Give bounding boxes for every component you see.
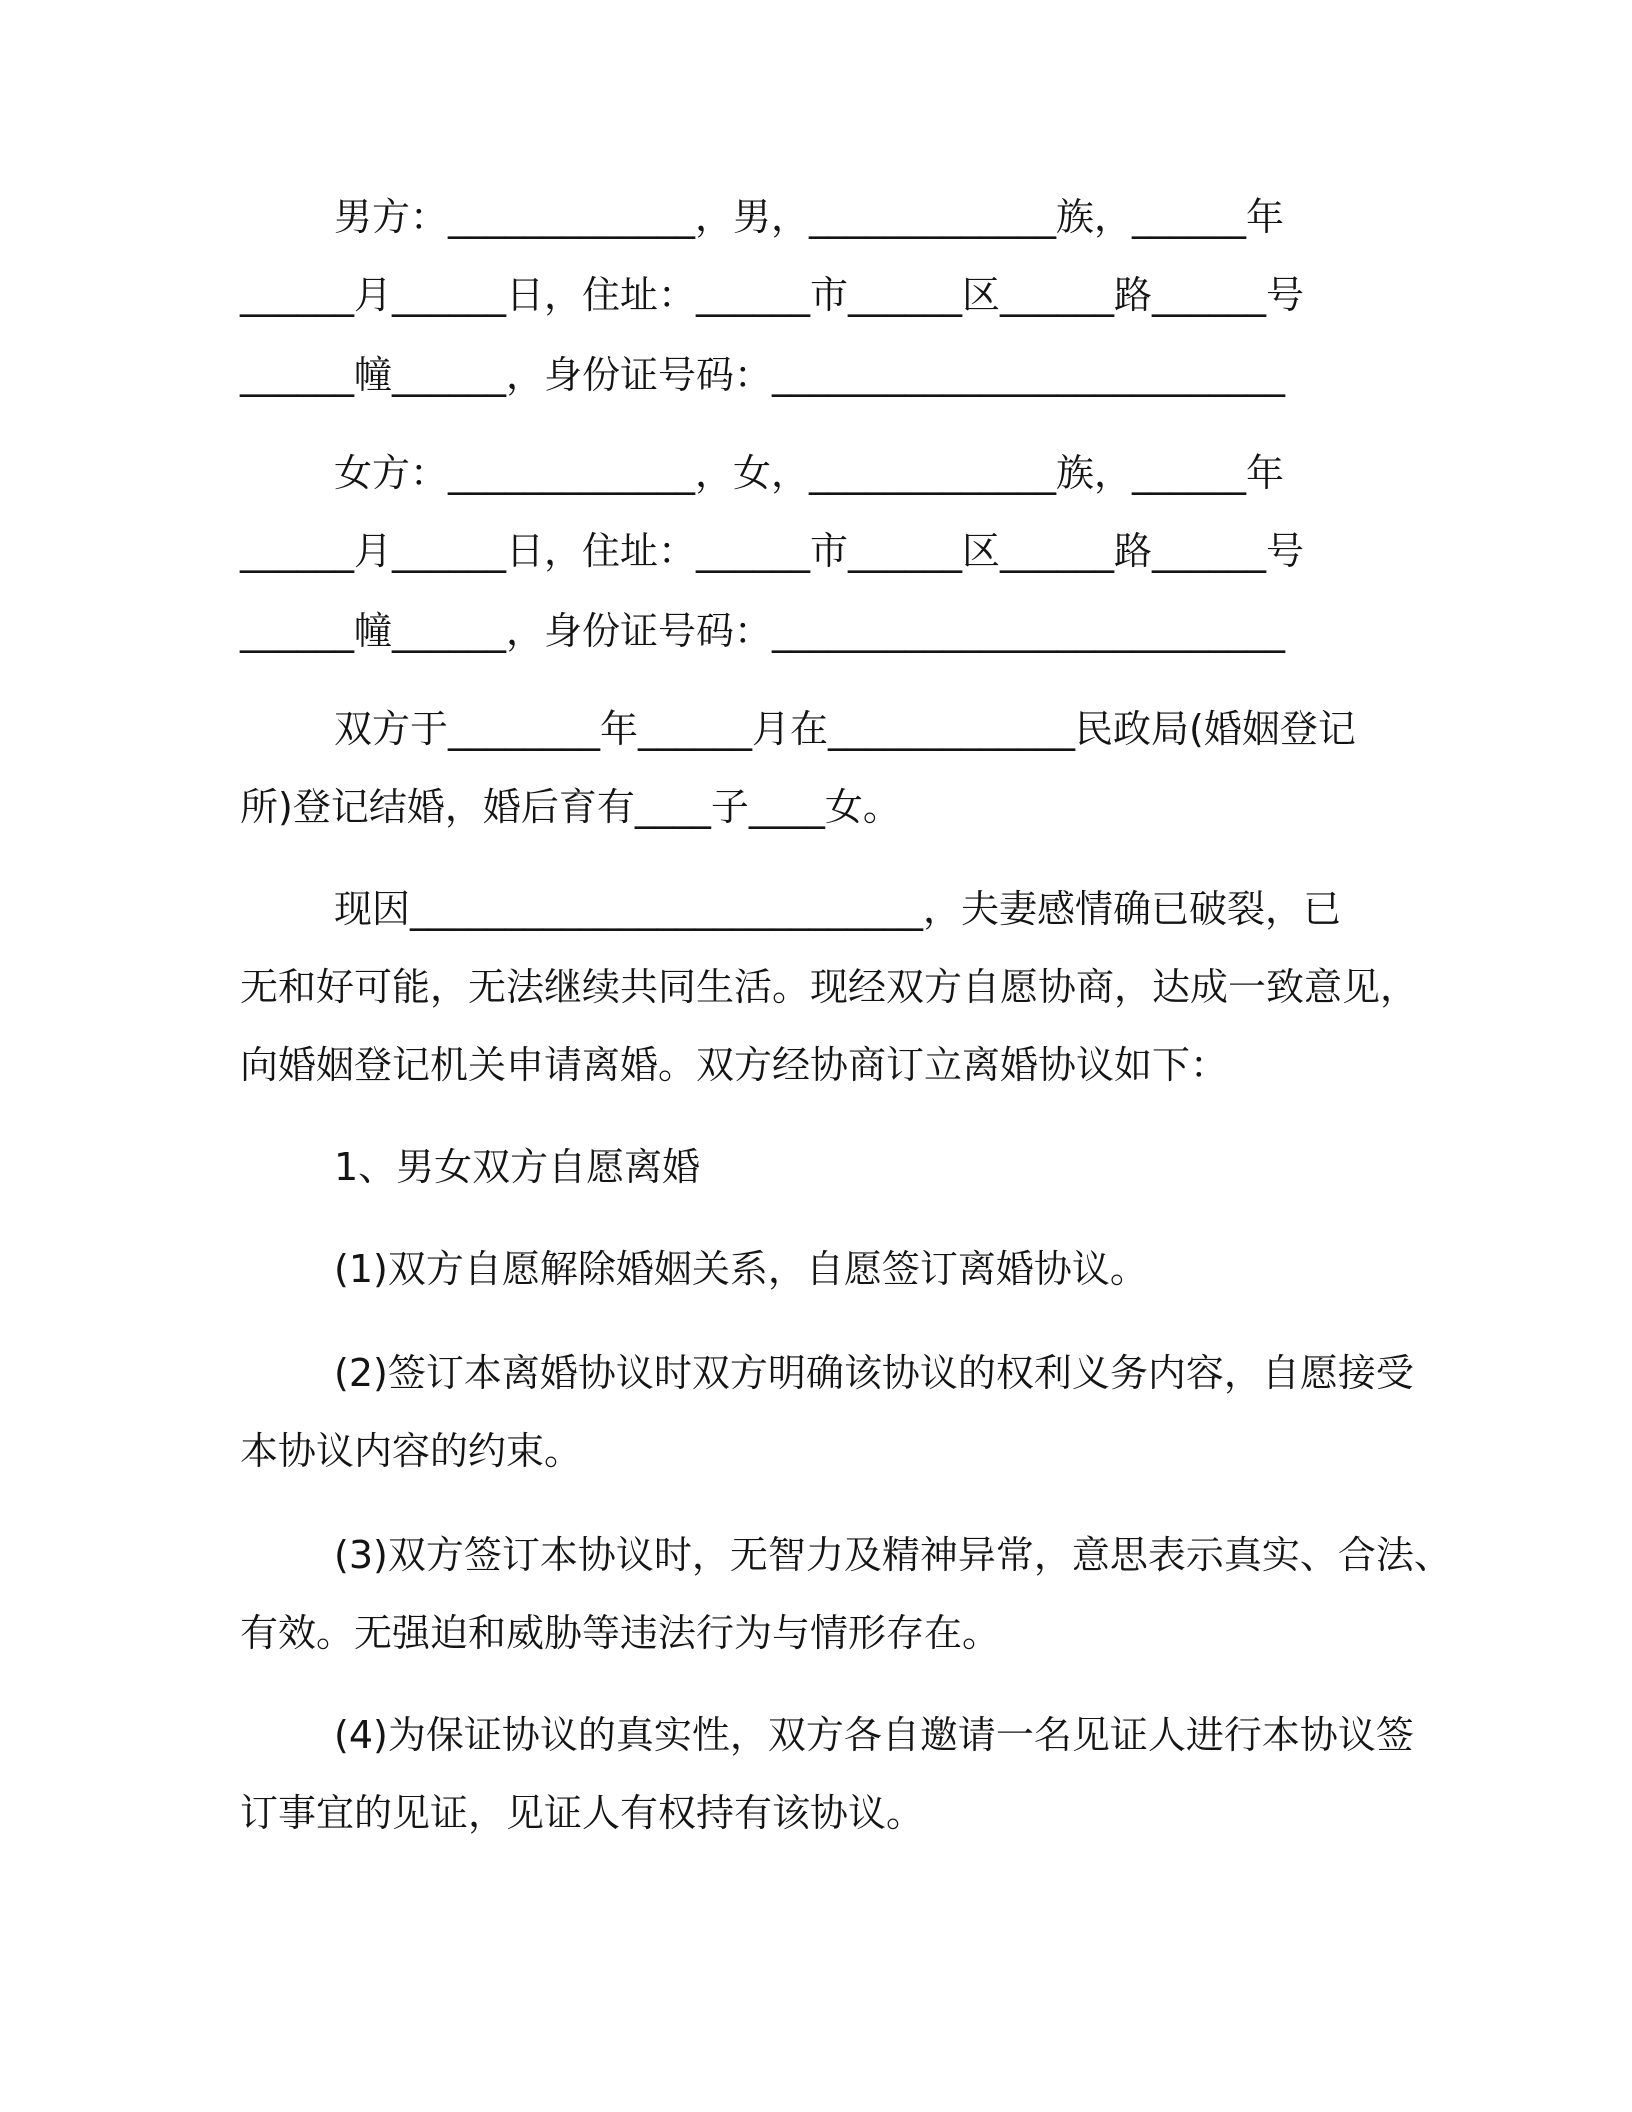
clause-1-item-3-line-1: (3)双方签订本协议时，无智力及精神异常，意思表示真实、合法、 (334, 1533, 1452, 1577)
female-party-line-1: 女方：_____________，女，_____________族，______年 (334, 451, 1285, 495)
divorce-reason-line-3: 向婚姻登记机关申请离婚。双方经协商订立离婚协议如下： (240, 1043, 1229, 1087)
marriage-registration-line-1: 双方于________年______月在_____________民政局(婚姻登记 (334, 707, 1356, 751)
male-party-line-2: ______月______日，住址：______市______区______路______号 (240, 273, 1305, 317)
clause-1-item-4-line-2: 订事宜的见证，见证人有权持有该协议。 (240, 1791, 925, 1835)
marriage-registration-line-2: 所)登记结婚，婚后育有____子____女。 (240, 785, 901, 829)
clause-1-item-1: (1)双方自愿解除婚姻关系，自愿签订离婚协议。 (334, 1247, 1148, 1291)
clause-1-heading: 1、男女双方自愿离婚 (334, 1145, 701, 1189)
female-party-line-3: ______幢______，身份证号码：___________________________ (240, 609, 1286, 653)
divorce-reason-line-1: 现因___________________________，夫妻感情确已破裂，已 (334, 887, 1342, 931)
male-party-line-3: ______幢______，身份证号码：___________________________ (240, 353, 1286, 397)
female-party-line-2: ______月______日，住址：______市______区______路______号 (240, 529, 1305, 573)
clause-1-item-4-line-1: (4)为保证协议的真实性，双方各自邀请一名见证人进行本协议签 (334, 1713, 1414, 1757)
clause-1-item-2-line-1: (2)签订本离婚协议时双方明确该协议的权利义务内容，自愿接受 (334, 1351, 1414, 1395)
clause-1-item-3-line-2: 有效。无强迫和威胁等违法行为与情形存在。 (240, 1611, 1001, 1655)
divorce-reason-line-2: 无和好可能，无法继续共同生活。现经双方自愿协商，达成一致意见， (240, 965, 1419, 1009)
clause-1-item-2-line-2: 本协议内容的约束。 (240, 1429, 583, 1473)
male-party-line-1: 男方：_____________，男，_____________族，______年 (334, 195, 1285, 239)
